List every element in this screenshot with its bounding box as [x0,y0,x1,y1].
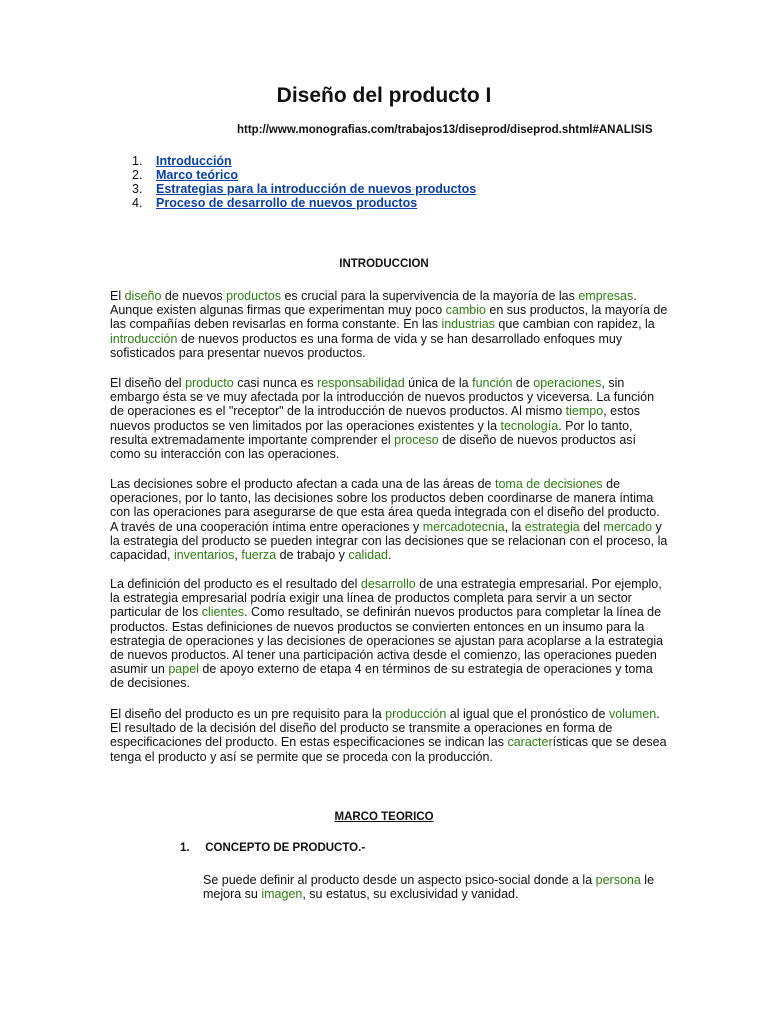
paragraph [110,577,670,691]
inline-link[interactable]: mercado [603,519,653,534]
paragraph-text: Se puede definir al producto desde un aspecto psico-social donde a la [203,873,596,887]
paragraph-text: Las decisiones sobre el producto afectan a cada una de las áreas de [110,477,495,491]
toc-item [132,182,476,196]
inline-link[interactable]: función [472,376,513,390]
inline-link[interactable]: industrias [441,317,495,332]
inline-link[interactable]: papel [168,662,199,677]
inline-link[interactable]: tiempo [565,404,604,419]
paragraph-text: de nuevos [161,289,227,303]
inline-link[interactable]: imagen [261,887,303,902]
inline-link[interactable]: producción [385,707,447,721]
inline-link[interactable]: caracter [507,735,553,750]
paragraph [110,707,670,764]
section-paragraph [203,873,673,901]
paragraph-text: El [110,289,125,303]
paragraph-text: de trabajo y [276,548,349,563]
paragraph-text: , su estatus, su exclusividad y vanidad. [302,887,519,902]
toc-number: 4. [132,196,143,210]
paragraph-text: . Como resultado, se definirán nuevos productos para completar la línea de productos. Estas definiciones de nuevos productos se convierten entonces en un insumo para la estrategia de operaciones y las decisiones de operaciones se ajustan para acoplarse a la estrategia de nuevos productos. Al tener una participación activa desde el comienzo, las operaciones pueden asumir un [110,605,664,677]
toc-item [132,154,476,168]
paragraph-text: ísticas que se desea tenga el producto y así se permite que se proceda con la producción. [110,735,667,764]
inline-link[interactable]: volumen [608,707,657,721]
inline-link[interactable]: cambio [445,303,486,318]
paragraph-text: le mejora su [203,873,655,902]
paragraph-text: La definición del producto es el resultado del [110,577,361,591]
section-title: CONCEPTO DE PRODUCTO.- [205,842,366,854]
inline-link[interactable]: introducción [110,331,178,346]
heading-marco-teorico: MARCO TEORICO [334,811,434,823]
toc-number: 2. [132,168,143,182]
paragraph-text: de nuevos productos es una forma de vida y se han desarrollado enfoques muy sofisticados para presentar nuevos productos. [110,331,623,360]
paragraph [110,376,670,461]
paragraph-text: . [387,548,392,563]
paragraph-text: y la estrategia del producto se pueden integrar con las decisiones que se relacionan con el proceso, la capacidad, [110,519,668,563]
paragraph-text: es crucial para la supervivencia de la mayoría de las [280,289,579,303]
paragraph-text: de apoyo externo de etapa 4 en términos de su estrategia de operaciones y toma de decisiones. [110,662,653,691]
inline-link[interactable]: producto [185,376,234,390]
source-url: http://www.monografias.com/trabajos13/diseprod/diseprod.shtml#ANALISIS [237,124,653,136]
paragraph-text: , sin embargo ésta se ve muy afectada por la introducción de nuevos productos y viceversa. La función de operaciones es el "receptor" de la introducción de nuevos productos. Al mismo [110,376,655,419]
paragraph-text: del [579,519,604,534]
paragraph-text: , la [504,519,525,534]
toc-number: 1. [132,154,143,168]
paragraph-text: . Por lo tanto, resulta extremadamente importante comprender el [110,418,633,447]
toc-item [132,196,476,210]
heading-introduccion: INTRODUCCION [339,258,429,270]
page-title: Diseño del producto I [276,84,492,107]
paragraph-text: de una estrategia empresarial. Por ejemplo, la estrategia empresarial podría exigir una línea de productos completa para servir a un sector particular de los [110,577,662,620]
inline-link[interactable]: responsabilidad [317,376,405,390]
paragraph-text: única de la [404,376,473,390]
toc-link-proceso[interactable]: Proceso de desarrollo de nuevos productos [156,196,418,210]
toc-number: 3. [132,182,143,196]
inline-link[interactable]: proceso [394,432,439,447]
paragraph-text: casi nunca es [233,376,318,390]
paragraph [110,477,670,562]
inline-link[interactable]: tecnología [500,418,559,433]
paragraph-text: , [234,548,242,563]
paragraph-text: , estos nuevos productos se ven limitados por las operaciones existentes y la [110,404,641,433]
toc-link-introduccion[interactable]: Introducción [156,154,232,168]
paragraph-text: que cambian con rapidez, la [494,317,655,332]
inline-link[interactable]: toma de decisiones [494,477,603,491]
inline-link[interactable]: persona [595,873,641,887]
inline-link[interactable]: calidad [348,548,388,563]
toc-item [132,168,476,182]
inline-link[interactable]: estrategia [524,519,580,534]
inline-link[interactable]: operaciones [533,376,602,390]
toc-link-marco-teorico[interactable]: Marco teórico [156,168,238,182]
paragraph-text: en sus productos, la mayoría de las compañías deben revisarlas en forma constante. En las [110,303,668,332]
paragraph-text: . El resultado de la decisión del diseño del producto se transmite a operaciones en forma de especificaciones del producto. En estas especificaciones se indican las [110,707,660,750]
table-of-contents [132,154,476,210]
section-number: 1. [180,842,190,854]
inline-link[interactable]: fuerza [241,548,277,563]
section-heading [180,842,365,854]
paragraph-text: al igual que el pronóstico de [446,707,609,721]
paragraph [110,289,670,360]
inline-link[interactable]: productos [226,289,281,303]
paragraph-text: . Aunque existen algunas firmas que experimentan muy poco [110,289,637,318]
inline-link[interactable]: inventarios [173,548,235,563]
inline-link[interactable]: diseño [124,289,162,303]
toc-link-estrategias[interactable]: Estrategias para la introducción de nuevos productos [156,182,477,196]
paragraph-text: de [512,376,534,390]
inline-link[interactable]: desarrollo [360,577,416,591]
paragraph-text: El diseño del producto es un pre requisito para la [110,707,386,721]
inline-link[interactable]: clientes [201,605,245,620]
paragraph-text: de operaciones, por lo tanto, las decisiones sobre los productos deben coordinarse de manera íntima con las operaciones para asegurarse de que esta área queda integrada con el diseño del producto. A través de una cooperación íntima entre operaciones y [110,477,660,534]
paragraph-text: de diseño de nuevos productos así como su interacción con las operaciones. [110,432,637,462]
paragraph-text: El diseño del [110,376,186,390]
inline-link[interactable]: mercadotecnia [422,519,505,534]
inline-link[interactable]: empresas [578,289,634,303]
